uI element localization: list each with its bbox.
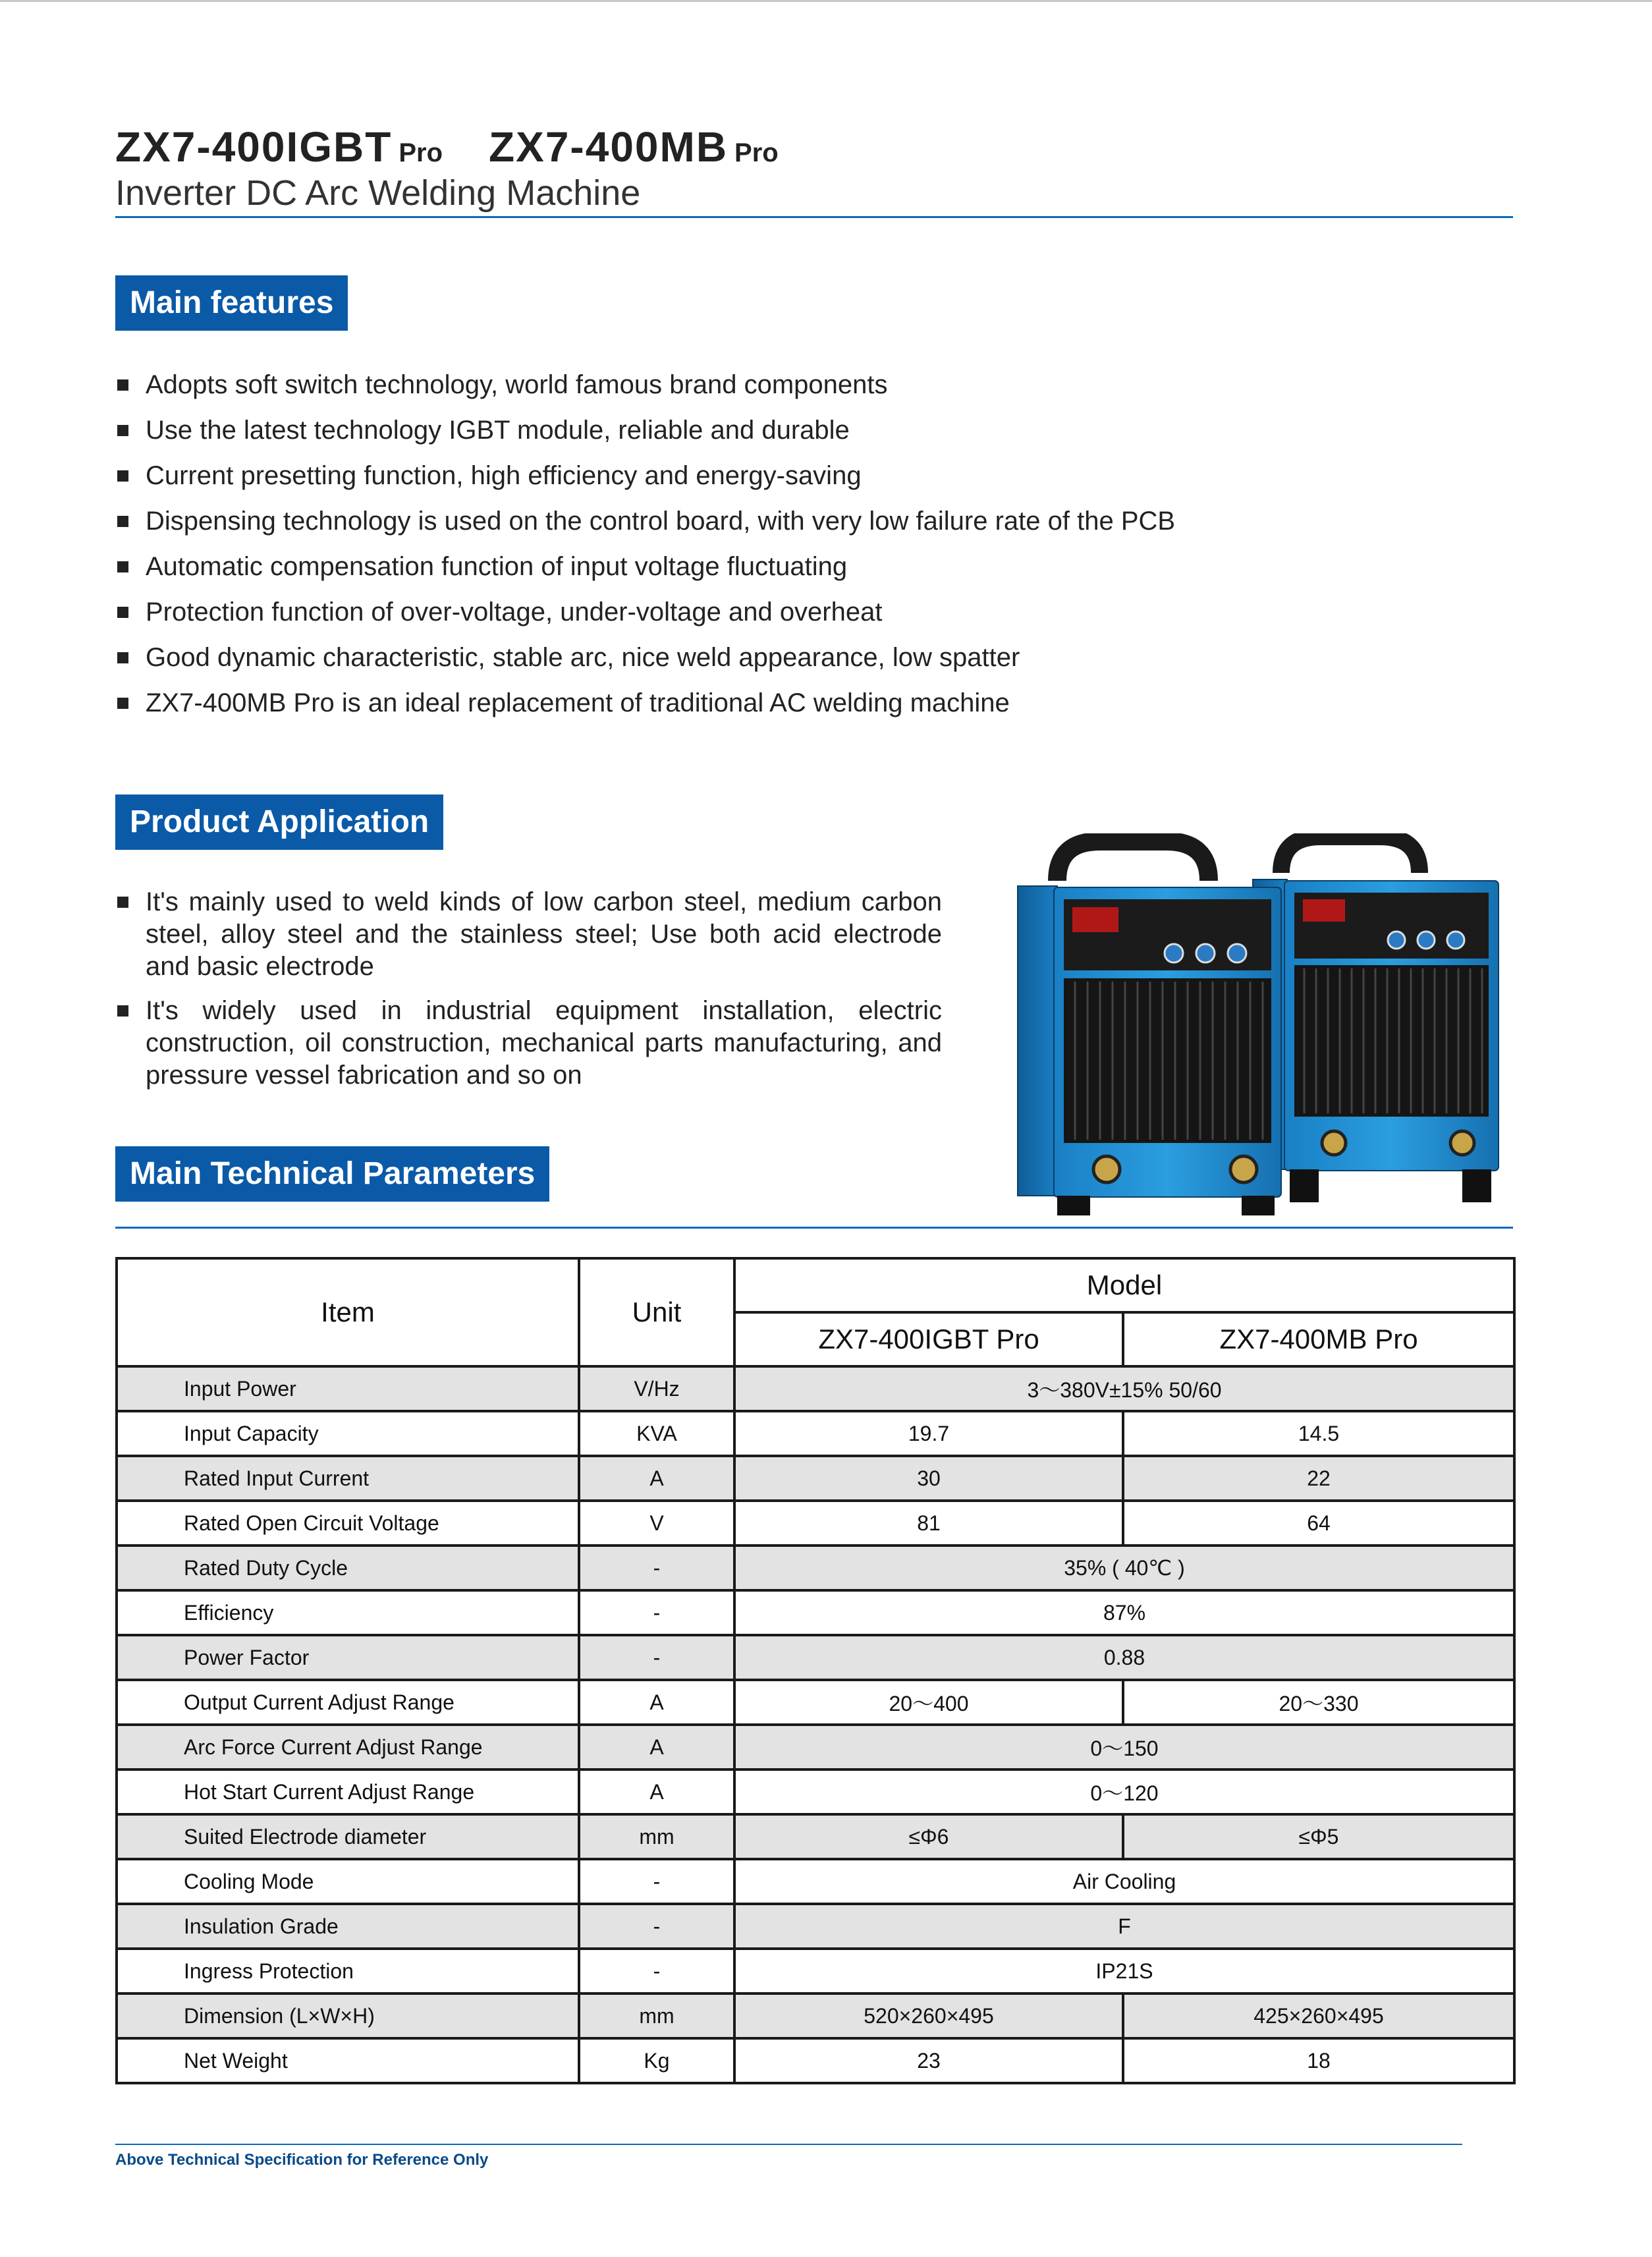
param-name: Hot Start Current Adjust Range [117,1769,579,1814]
bullet-square-icon [117,1005,128,1017]
param-unit: - [579,1546,734,1590]
model-2-name: ZX7-400MB [489,123,729,171]
table-row [117,1725,1514,1769]
param-unit: V [579,1501,734,1546]
header-model: Model [734,1258,1514,1312]
feature-item: Adopts soft switch technology, world famous brand components [117,362,1175,408]
model-1-suffix: Pro [399,138,443,167]
param-value-model-a: 23 [734,2038,1123,2083]
title-underline [115,216,1513,218]
bullet-square-icon [117,561,128,572]
param-name: Insulation Grade [117,1904,579,1949]
param-unit: - [579,1859,734,1904]
param-unit: mm [579,1993,734,2038]
table-row [117,1993,1514,2038]
footnote: Above Technical Specification for Reference Only [115,2151,489,2169]
params-rule [115,1227,1513,1229]
application-item: It's mainly used to weld kinds of low carbon steel, medium carbon steel, alloy steel and the stainless steel; Use both acid electrode and basic electrode [117,886,942,983]
bullet-square-icon [117,379,128,391]
param-unit: Kg [579,2038,734,2083]
table-row [117,1680,1514,1725]
param-value-shared: 35% ( 40℃ ) [734,1546,1514,1590]
feature-item: Good dynamic characteristic, stable arc, nice weld appearance, low spatter [117,635,1175,681]
parameters-table [115,1257,1516,2084]
bullet-square-icon [117,516,128,527]
table-row [117,1904,1514,1949]
feature-item: Current presetting function, high efficiency and energy-saving [117,453,1175,499]
param-unit: - [579,1904,734,1949]
param-value-model-b: 64 [1123,1501,1514,1546]
header-model-b: ZX7-400MB Pro [1123,1312,1514,1366]
page-subtitle: Inverter DC Arc Welding Machine [115,173,641,213]
header-unit: Unit [579,1258,734,1366]
param-name: Output Current Adjust Range [117,1680,579,1725]
product-photo [1001,833,1515,1215]
param-value-model-a: 81 [734,1501,1123,1546]
param-unit: - [579,1949,734,1993]
param-value-model-a: ≤Φ6 [734,1814,1123,1859]
header-model-a: ZX7-400IGBT Pro [734,1312,1123,1366]
param-unit: A [579,1769,734,1814]
param-value-shared: 0～150 [734,1725,1514,1769]
param-name: Efficiency [117,1590,579,1635]
welding-machines-illustration [1001,833,1515,1215]
feature-item: Automatic compensation function of input voltage fluctuating [117,544,1175,590]
param-value-model-b: 22 [1123,1456,1514,1501]
bullet-square-icon [117,425,128,436]
bullet-square-icon [117,607,128,618]
param-value-shared: Air Cooling [734,1859,1514,1904]
top-border [0,0,1652,2]
param-name: Input Power [117,1366,579,1411]
table-row [117,1456,1514,1501]
param-value-model-a: 30 [734,1456,1123,1501]
param-name: Cooling Mode [117,1859,579,1904]
bullet-square-icon [117,652,128,663]
page-title [115,123,779,171]
model-2-suffix: Pro [734,138,779,167]
bullet-square-icon [117,897,128,908]
welding-machine-2 [1253,837,1499,1202]
table-row [117,1769,1514,1814]
param-value-shared: 3～380V±15% 50/60 [734,1366,1514,1411]
param-value-model-b: 18 [1123,2038,1514,2083]
bullet-square-icon [117,470,128,482]
table-row [117,1814,1514,1859]
param-unit: - [579,1590,734,1635]
table-row [117,1366,1514,1411]
param-value-shared: 0～120 [734,1769,1514,1814]
params-heading: Main Technical Parameters [115,1146,549,1202]
param-value-model-b: 14.5 [1123,1411,1514,1456]
table-row [117,1949,1514,1993]
table-row [117,1635,1514,1680]
application-heading: Product Application [115,794,443,850]
table-row [117,1546,1514,1590]
param-unit: A [579,1725,734,1769]
param-name: Net Weight [117,2038,579,2083]
param-value-shared: IP21S [734,1949,1514,1993]
feature-item: Dispensing technology is used on the control board, with very low failure rate of the PCB [117,499,1175,544]
param-name: Rated Duty Cycle [117,1546,579,1590]
param-unit: A [579,1456,734,1501]
table-row [117,1501,1514,1546]
table-row [117,1411,1514,1456]
param-unit: A [579,1680,734,1725]
param-name: Rated Input Current [117,1456,579,1501]
header-item: Item [117,1258,579,1366]
table-row [117,1859,1514,1904]
model-1-name: ZX7-400IGBT [115,123,393,171]
param-value-model-a: 20～400 [734,1680,1123,1725]
features-list [117,362,1175,726]
param-name: Dimension (L×W×H) [117,1993,579,2038]
param-unit: mm [579,1814,734,1859]
application-list [117,886,942,1103]
param-name: Input Capacity [117,1411,579,1456]
param-value-model-b: ≤Φ5 [1123,1814,1514,1859]
bullet-square-icon [117,698,128,709]
param-value-shared: F [734,1904,1514,1949]
welding-machine-1 [1018,841,1281,1215]
param-name: Power Factor [117,1635,579,1680]
param-value-model-b: 425×260×495 [1123,1993,1514,2038]
table-row [117,2038,1514,2083]
param-unit: KVA [579,1411,734,1456]
param-name: Rated Open Circuit Voltage [117,1501,579,1546]
param-value-shared: 87% [734,1590,1514,1635]
param-name: Suited Electrode diameter [117,1814,579,1859]
param-name: Ingress Protection [117,1949,579,1993]
param-name: Arc Force Current Adjust Range [117,1725,579,1769]
param-value-shared: 0.88 [734,1635,1514,1680]
features-heading: Main features [115,275,348,331]
param-value-model-a: 520×260×495 [734,1993,1123,2038]
param-unit: - [579,1635,734,1680]
feature-item: Protection function of over-voltage, under-voltage and overheat [117,590,1175,635]
feature-item: Use the latest technology IGBT module, reliable and durable [117,408,1175,453]
param-unit: V/Hz [579,1366,734,1411]
feature-item: ZX7-400MB Pro is an ideal replacement of traditional AC welding machine [117,681,1175,726]
application-item: It's widely used in industrial equipment installation, electric construction, oil construction, mechanical parts manufacturing, and pressure vessel fabrication and so on [117,995,942,1092]
footer-rule [115,2144,1462,2145]
table-row [117,1590,1514,1635]
param-value-model-a: 19.7 [734,1411,1123,1456]
param-value-model-b: 20～330 [1123,1680,1514,1725]
